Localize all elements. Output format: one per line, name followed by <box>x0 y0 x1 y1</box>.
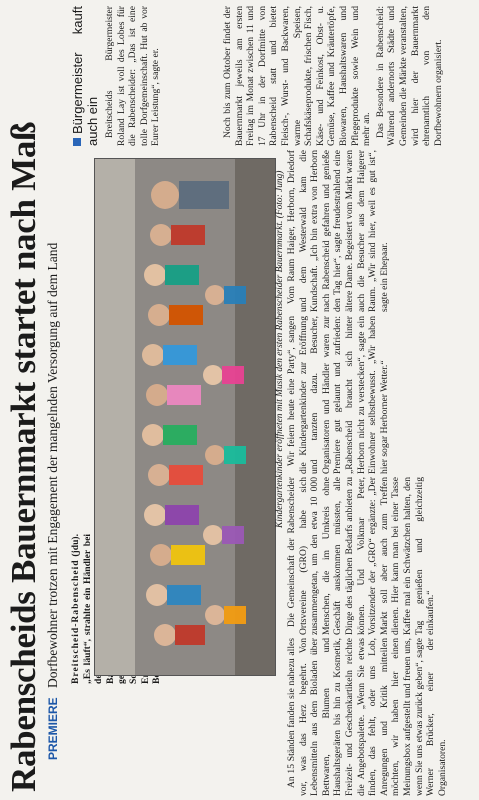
paragraph-2: Die Gemeinschaft der Rabenscheider Ortsvereine (GRO) habe sich zusammengetan, um den etwa 10 000 Menschen, die im Umkreis ohne Geschäft auskommen müssten, alle Dinge des täglichen Bedarfs anbieten zu können. Und Volkmar Peter, Vorsitzender der „GRO“ ergänzte: „Der Markt soll aber auch zum Treffen dienen. Hier kann man bei einer Tasse Kaffee mal ein Schwätzchen halten, den Tag genießen und gleichzeitig einkaufen.“ <box>286 477 437 635</box>
square-bullet-icon <box>73 138 81 146</box>
paragraph-6: Noch bis zum Oktober findet der Bauernmarkt jeweils am ersten Freitag im Monat zwischen 11 und 17 Uhr in der Dorfmitte von Rabenscheid statt und bietet Fleisch-, Wurst- und Backwaren, warme Speisen, Schafskäseprodukte, frischen Fisch, Käse- und Feinkost, Obst- u. Gemüse, Kaffee und Kräutertöpfe, Biowaren, Haushaltswaren und Pflegeprodukte sowie Wein und mehr an. <box>222 6 373 146</box>
body-column-1 <box>286 638 474 796</box>
intro-text: (jdu). „Es läuft“, strahlte ein Händler bei der <box>70 534 105 684</box>
headline: Rabenscheids Bauernmarkt startet nach Maß <box>4 121 43 792</box>
photo-credit: (Foto: Jung) <box>275 170 285 219</box>
photo-caption <box>275 152 286 528</box>
body-column-4 <box>286 150 474 312</box>
dateline-place: Breitscheid-Rabenscheid <box>70 559 81 684</box>
sidebar-column-2 <box>222 6 474 146</box>
caption-text: Kindergartenkinder eröffneten mit Musik den ersten Rabenscheider Bauernmarkt. <box>275 220 285 528</box>
paragraph-4: Vom Raum Haiger, Herborn, Driedorf und dem Westerwald kam die Kundschaft. „Ich bin extra von Herborn nach Rabenscheid gefahren und genieße den Tag hier“, sagte freudestrahlend eine ältere Dame. Begeistert vom Markt waren auch die Besucher aus dem Haigerer Raum. „Wir sind hier, weil es gut ist“, sagte ein Ehepaar. <box>286 150 390 312</box>
kicker-label: PREMIERE <box>46 697 60 760</box>
paragraph-3: Wir feiern heute eine Party“, sangen die Kindergartenkinder zur Eröffnung und tanzten dazu. Besucher, Organisatoren und Händler waren zur Premiere gut gelaunt und zufrieden: „Rabenscheid braucht sich hinter Herborn nicht zu verstecken“, sagte ein Einwohner selbstbewusst. „Wir haben hier sogar Herborner Wetter.“ <box>286 316 390 474</box>
box-heading-row <box>70 6 100 146</box>
photo-children-dancing <box>95 159 275 675</box>
subheadline-row <box>44 60 62 760</box>
sidebar-column <box>70 6 220 146</box>
subheadline: Dorfbewohner trotzen mit Engagement der mangelnden Versorgung auf dem Land <box>45 242 60 688</box>
article-photo <box>94 158 276 676</box>
paragraph-5: Breitscheids Bürgermeister Roland Lay ist voll des Lobes für die Rabenscheider: „Das ist eine tolle Dorfgemeinschaft. Hut ab vor Eurer Leistung“, sagte er. <box>104 6 162 146</box>
paragraph-7: Das Besondere in Rabenscheid: Während andernorts Städte und Gemeinden die Märkte veranstalten, wird hier der Bauernmarkt ehrenamtlich von den Dorfbewohnern organisiert. <box>374 6 444 146</box>
paragraph-1: An 15 Ständen fanden sie nahezu alles vor, was das Herz begehrt. Von Lebensmitteln aus dem Bioladen über Bettwaren, Blumen und Haushaltsgeräten bis hin zu Kosmetik, Freizeit- und Geschenkartikeln reichte die Angebotspalette. „Wenn Sie etwas finden, das fehlt, oder uns Lob, Anregungen und Kritik mitteilen möchten, wir haben hier einen Meinungsbox aufgestellt und freuen uns, wenn Sie uns etwas zurück geben“, sagte Werner Brücker, einer der Organisatoren. <box>286 638 448 796</box>
body-column-2 <box>286 477 474 635</box>
box-heading: Bürgermeister kauft auch ein <box>70 6 100 146</box>
body-column-3 <box>286 316 474 474</box>
